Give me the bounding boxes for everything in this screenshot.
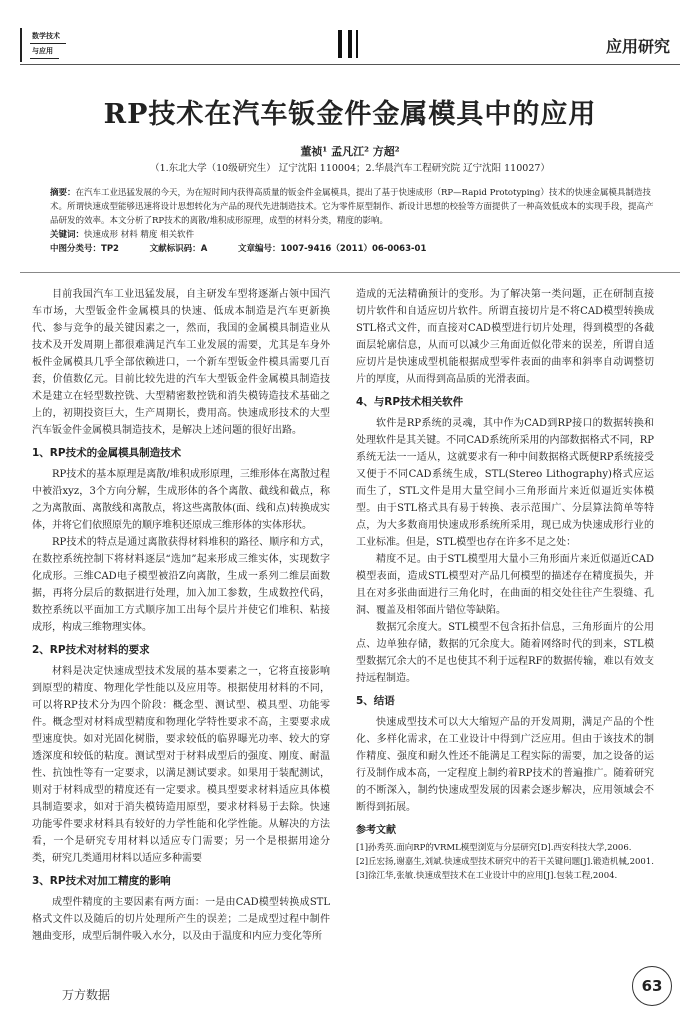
section-tag: 应用研究: [605, 37, 670, 56]
logo-line2: 与应用: [30, 46, 59, 59]
article-title: RP技术在汽车钣金件金属模具中的应用: [103, 99, 597, 130]
section-1-paragraph-1: RP技术的基本原理是离散/堆积成形原理，三维形体在离散过程中被沿xyz，3个方向分解，生成形体的各个离散、截线和截点，称之为离散面、离散线和离散点，将这些离散体(面、线和点)转换成实体，并将它们依照原先的顺序堆积还原成三维形体的实体形状。: [32, 469, 330, 531]
section-4-paragraph-3: 数据冗余度大。STL模型不包含拓扑信息，三角形面片的公用点、边单独存储，数据的冗余度大。随着网络时代的到来，STL模型数据冗余大的不足也使其不利于远程RF的数据传输，难以有效支持远程制造。: [356, 622, 654, 684]
section-2-heading: 2、RP技术对材料的要求: [32, 644, 150, 656]
affiliation: （1.东北大学（10级研究生） 辽宁沈阳 110004；2.华晨汽车工程研究院 辽宁沈阳 110027）: [150, 163, 550, 174]
reference-item: [1]孙秀英.面向RP的VRML模型浏览与分层研究[D].西安科技大学,2006.: [356, 843, 632, 853]
section-1-paragraph-2: RP技术的特点是通过离散获得材料堆积的路径、顺序和方式，在数控系统控制下将材料逐层“选加”起来形成三维实体，实现数字化成形。三维CAD电子模型被沿Z向离散，生成一系列二维层面数据，再将分层后的数据进行处理，加入加工参数，生成数控代码，数控系统以平面加工方式顺序加工出每个层片并使它们堆积、粘接成形，构成三维物理实体。: [32, 537, 330, 633]
source-watermark: 万方数据: [62, 988, 111, 1002]
section-3-paragraph: 成型件精度的主要因素有两方面：一是由CAD模型转换成STL格式文件以及随后的切片处理所产生的误差；二是成型过程中制件翘曲变形，成型后制件吸入水分，以及由于温度和内应力变化等所: [32, 897, 330, 942]
section-3-heading: 3、RP技术对加工精度的影响: [32, 875, 171, 887]
authors: 董祯¹ 孟凡江² 方超²: [300, 145, 400, 158]
keywords: [50, 228, 655, 242]
abstract-block: [50, 186, 655, 256]
article-no-value: 1007-9416（2011）06-0063-01: [280, 244, 427, 254]
section-5-heading: 5、结语: [356, 695, 395, 707]
right-column: [356, 286, 654, 883]
abstract-body: 在汽车工业迅猛发展的今天，为在短时间内获得高质量的钣金件金属模具，提出了基于快速成形（RP—Rapid Prototyping）技术的快速金属模具制造技术。所谓快速成型能够迅速将设计思想转化为产品的现代先进制造技术。它为零件原型制作、新设计思想的校验等方面提供了一种高效低成本的实现手段，提高产品研发的效率。本文分析了RP技术的离散/堆积成形原理，成型的材料分类，精度的影响。: [50, 188, 654, 226]
intro-paragraph: 目前我国汽车工业迅猛发展，自主研发车型将逐渐占领中国汽车市场，大型钣金件金属模具的快速、低成本制造是汽车更新换代、参与竞争的最关键因素之一，然而，我国的金属模具制造业从技术及开发周期上都很难满足汽车工业发展的需要，尤其是车身外板件金属模具几乎全部依赖进口，一个新车型钣金件模具需要几百套，价值数亿元。目前比较先进的汽车大型钣金件金属模具制造技术是建立在轻型数控铣、大型精密数控铣和消失模铸造技术基础之上的，初期投资巨大，生产周期长，费用高。快速成形技术的大型汽车钣金件金属模具制造技术，是解决上述问题的很好出路。: [32, 289, 330, 436]
logo-line1: 数学技术: [30, 31, 66, 44]
abstract-label: 摘要：: [50, 188, 76, 198]
section-3-continued: 造成的无法精确预计的变形。为了解决第一类问题，正在研制直接切片软件和自适应切片软件。所谓直接切片是不将CAD模型转换成STL格式文件，而直接对CAD模型进行切片处理，得到模型的各截面层轮廓信息，从而可以减少三角面近似化带来的误差，所谓自适应切片是快速成型机能根据成型零件表面的曲率和斜率自动调整切片的厚度，从而得到高品质的光滑表面。: [356, 289, 654, 385]
abstract-divider: [20, 272, 680, 273]
clc-label: 中图分类号：: [50, 244, 102, 254]
doc-code-value: A: [200, 244, 208, 254]
reference-item: [3]徐江华,张敏.快速成型技术在工业设计中的应用[J].包装工程,2004.: [356, 871, 618, 881]
abstract-text: [50, 186, 655, 228]
section-4-paragraph-1: 软件是RP系统的灵魂，其中作为CAD到RP接口的数据转换和处理软件是其关键。不同CAD系统所采用的内部数据格式不同，RP系统无法一一适从，这就要求有一种中间数据格式既便RP系统接受又便于不同CAD系统生成，STL(Stereo Lithography)格式应运而生了，STL文件是用大量空间小三角形面片来近似逼近实体模型。由于STL格式具有易于转换、表示范围广、分层算法简单等特点，为大多数商用快速成形系统所采用，现已成为快速成形行业的工业标准。但是，STL模型也存在许多不足之处：: [356, 418, 654, 548]
classification-line: [50, 242, 655, 256]
doc-code-label: 文献标识码：: [149, 244, 201, 254]
section-4-paragraph-2: 精度不足。由于STL模型用大量小三角形面片来近似逼近CAD模型表面，造成STL模型对产品几何模型的描述存在精度损失，并且在对多张曲面进行三角化时，在曲面的相交处往往产生裂缝、孔洞、覆盖及相邻面片错位等缺陷。: [356, 554, 654, 616]
left-column: [32, 286, 330, 945]
page-header: [20, 28, 680, 64]
section-5-paragraph: 快速成型技术可以大大缩短产品的开发周期，满足产品的个性化、多样化需求，在工业设计中得到广泛应用。但由于该技术的制作精度、强度和耐久性还不能满足工程实际的需要，加之设备的运行及制作成本高，一定程度上制约着RP技术的普遍推广。随着研究的不断深入，制约快速成型发展的因素会逐步解决，应用领域会不断得到拓展。: [356, 717, 654, 813]
journal-logo: [20, 28, 108, 62]
page-number: 63: [632, 966, 672, 1006]
clc-value: TP2: [101, 244, 119, 254]
keywords-label: 关键词：: [50, 230, 85, 240]
keywords-value: 快速成形 材料 精度 相关软件: [84, 230, 195, 240]
section-2-paragraph: 材料是决定快速成型技术发展的基本要素之一，它将直接影响到原型的精度、物理化学性能以及应用等。根据使用材料的不同，可以将RP技术分为四个阶段：概念型、测试型、模具型、功能零件。概念型对材料成型精度和物理化学特性要求不高，主要要求成型速度快。如对光固化树脂，要求较低的临界曝光功率、较大的穿透深度和较低的粘度。测试型对于材料成型后的强度、刚度、耐温性、抗蚀性等有一定要求，以满足测试要求。如果用于装配测试，则对于材料成型的精度还有一定要求。模具型要求材料适应具体模具制造要求，如对于消失模铸造用原型，要求材料易于去除。快速功能零件要求材料具有较好的力学性能和化学性能。从解决的方法看，一个是研究专用材料以适应专门需要；另一个是根据用途分类，研究几类通用材料以适应多种需要: [32, 666, 330, 864]
article-no-label: 文章编号：: [237, 244, 281, 254]
header-bars-decoration: [338, 30, 360, 58]
reference-item: [2]丘宏扬,谢嘉生,刘斌.快速成型技术研究中的若干关键问题[J].锻造机械,2001.: [356, 857, 654, 867]
section-4-heading: 4、与RP技术相关软件: [356, 396, 464, 408]
header-rule: [20, 64, 680, 65]
references-heading: 参考文献: [356, 825, 396, 836]
section-1-heading: 1、RP技术的金属模具制造技术: [32, 447, 182, 459]
